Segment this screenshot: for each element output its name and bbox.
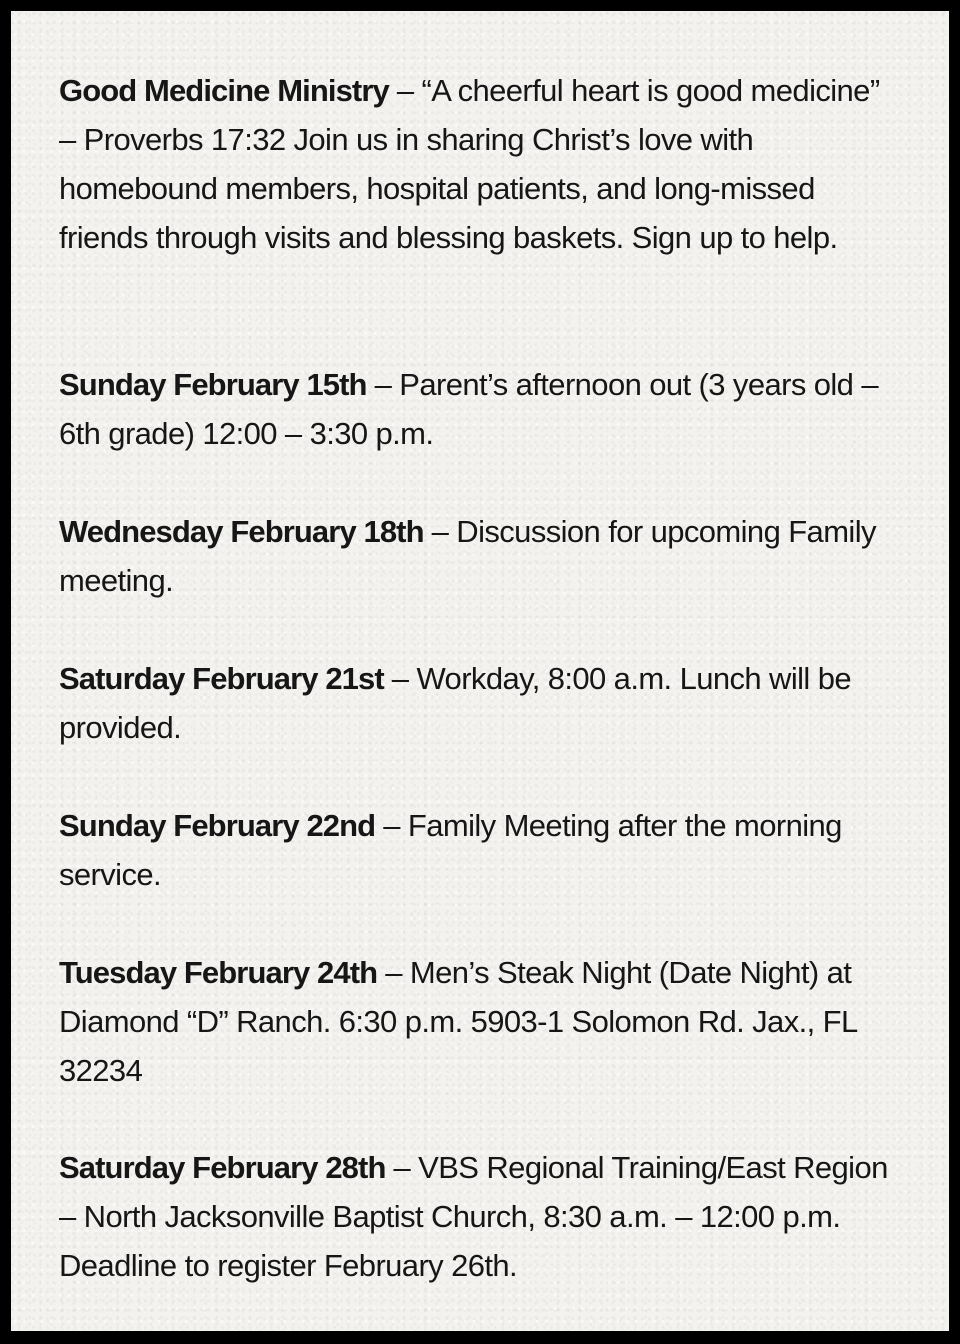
bulletin-page [11, 11, 949, 1331]
announcement-feb-22 [59, 801, 899, 899]
announcement-text: – “A cheerful heart is good medicine” – Proverbs 17:32 Join us in sharing Christ’s love with homebound members, hospital patients, and long-missed friends through visits and blessing baskets. Sign up to help. [59, 73, 880, 255]
announcement-heading: Saturday February 21st [59, 661, 384, 696]
announcement-feb-15 [59, 360, 899, 458]
announcement-heading: Sunday February 22nd [59, 808, 376, 843]
announcement-feb-24 [59, 948, 899, 1095]
announcement-text: – VBS Regional Training/East Region – North Jacksonville Baptist Church, 8:30 a.m. – 12:00 p.m. Deadline to register February 26th. [59, 1150, 888, 1283]
announcement-good-medicine-ministry [59, 66, 899, 262]
announcement-heading: Tuesday February 24th [59, 955, 378, 990]
announcement-heading: Good Medicine Ministry [59, 73, 389, 108]
announcement-text: – Workday, 8:00 a.m. Lunch will be provided. [59, 661, 852, 745]
announcement-text: – Discussion for upcoming Family meeting. [59, 514, 876, 598]
announcement-heading: Saturday February 28th [59, 1150, 386, 1185]
announcement-feb-28 [59, 1143, 899, 1290]
announcement-text: – Parent’s afternoon out (3 years old – 6th grade) 12:00 – 3:30 p.m. [59, 367, 878, 451]
announcement-heading: Sunday February 15th [59, 367, 367, 402]
announcement-feb-21 [59, 654, 899, 752]
announcement-heading: Wednesday February 18th [59, 514, 424, 549]
announcement-feb-18 [59, 507, 899, 605]
announcement-text: – Family Meeting after the morning service. [59, 808, 842, 892]
announcement-text: – Men’s Steak Night (Date Night) at Diamond “D” Ranch. 6:30 p.m. 5903-1 Solomon Rd. Jax., FL 32234 [59, 955, 857, 1088]
